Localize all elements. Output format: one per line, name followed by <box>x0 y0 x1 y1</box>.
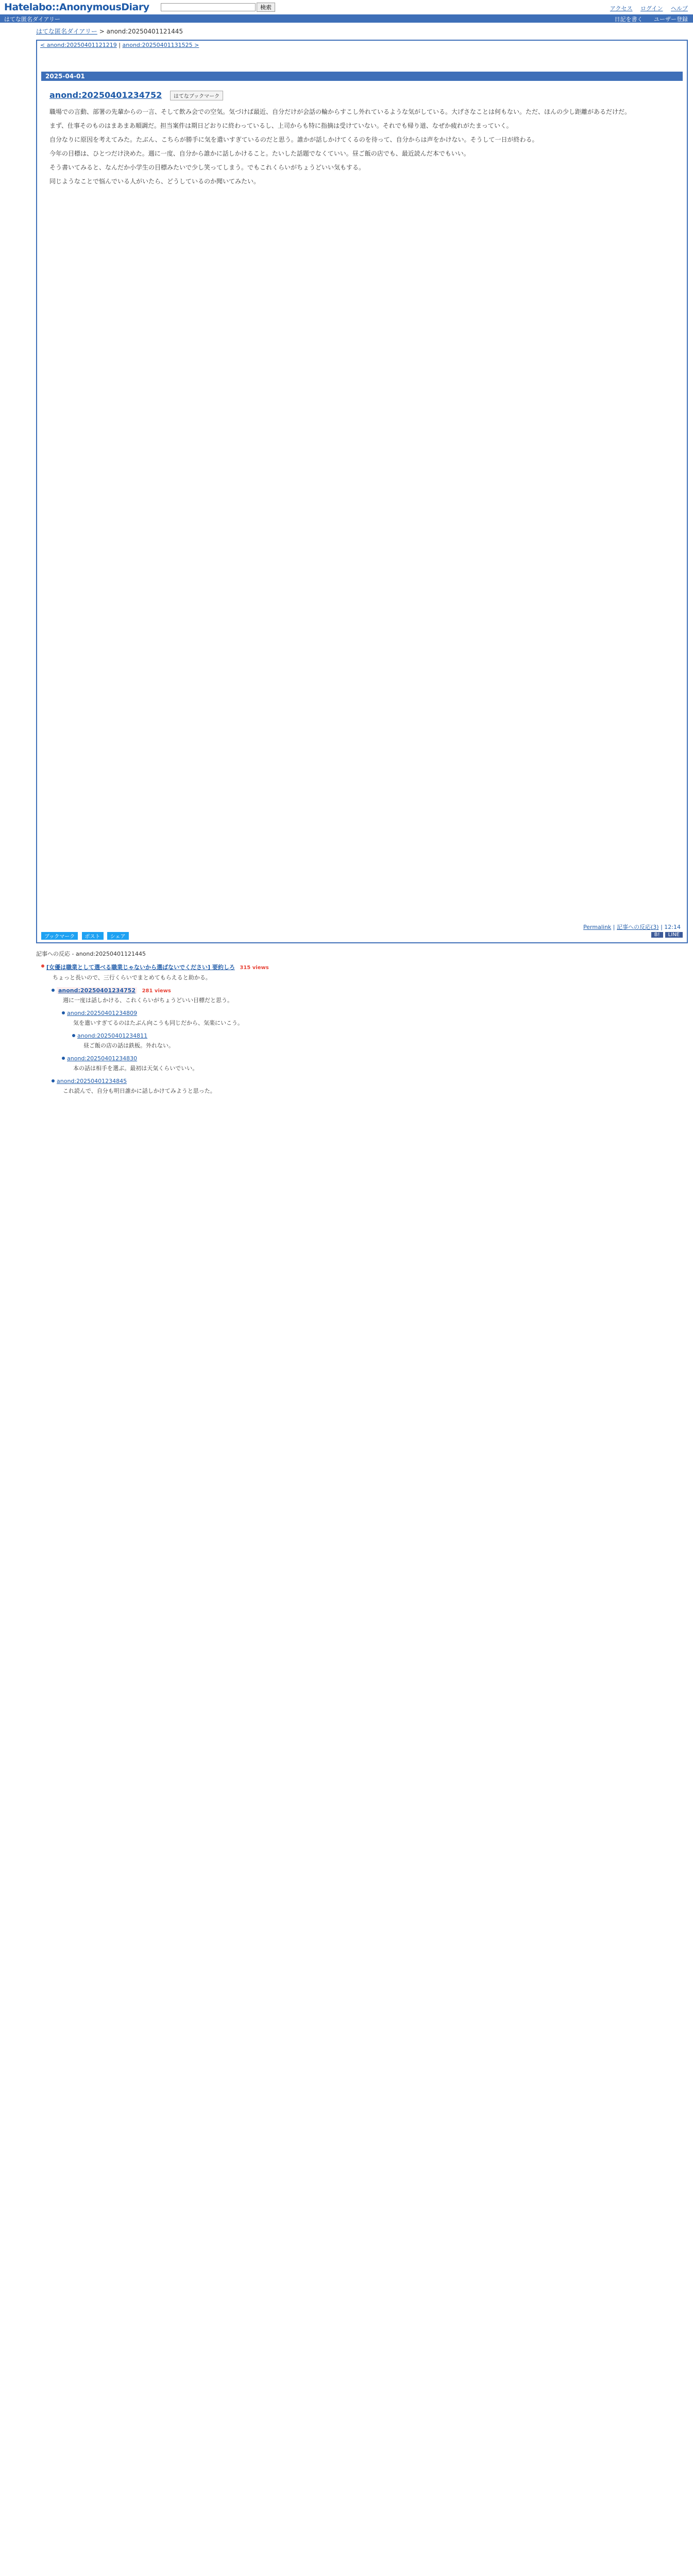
breadcrumb <box>36 27 693 36</box>
node-bullet-icon <box>62 1011 65 1014</box>
footer-separator: | <box>661 924 665 930</box>
bookmark-button[interactable]: はてなブックマーク <box>170 91 223 100</box>
response-body: ちょっと長いので、三行くらいでまとめてもらえると助かる。 <box>53 974 211 981</box>
entry-paragraph: 職場での言動、部署の先輩からの一言、そして飲み会での空気。気づけば最近、自分だけが会話の輪からすこし外れているような気がしている。大げさなことは何もない。ただ、ほんの少し距離があるだけだ。 <box>49 108 631 115</box>
nav-write-link[interactable]: 日記を書く <box>614 16 643 23</box>
node-bullet-icon <box>72 1034 75 1037</box>
search-input[interactable] <box>161 3 256 11</box>
response-title-link[interactable]: anond:20250401234809 <box>67 1010 138 1016</box>
footer-separator: | <box>613 924 617 930</box>
top-links <box>604 4 688 12</box>
entry-title-link[interactable]: anond:20250401234752 <box>49 90 162 100</box>
entry-paragraph: 同じようなことで悩んでいる人がいたら、どうしているのか聞いてみたい。 <box>49 178 260 185</box>
response-tree-heading: 記事への反応 - anond:20250401121445 <box>36 951 146 957</box>
nav-right-links <box>605 15 688 23</box>
entry-paragraph: まず、仕事そのものはまあまあ順調だ。担当案件は期日どおりに終わっているし、上司からも特に指摘は受けていない。それでも帰り道、なぜか疲れがたまっていく。 <box>49 122 513 129</box>
entry-container <box>36 40 688 943</box>
share-hatena-button[interactable]: B! <box>651 932 663 938</box>
permalink-link[interactable]: Permalink <box>583 924 612 930</box>
entry-footer <box>583 923 681 931</box>
entry-paragraph: そう書いてみると、なんだか小学生の目標みたいで少し笑ってしまう。でもこれくらいがちょうどいい気もする。 <box>49 164 365 171</box>
share-share-button[interactable]: シェア <box>107 932 129 940</box>
response-body: 本の話は相手を選ぶ。最初は天気くらいでいい。 <box>73 1065 198 1072</box>
response-body: 気を遣いすぎてるのはたぶん向こうも同じだから、気楽にいこう。 <box>73 1020 243 1026</box>
breadcrumb-separator: > <box>99 28 107 35</box>
view-count-badge: 315 views <box>240 965 269 971</box>
entry-nav <box>36 40 688 55</box>
response-node <box>57 987 675 1005</box>
view-count-badge: 281 views <box>142 988 171 994</box>
response-node <box>46 963 675 982</box>
share-line-button[interactable]: LINE <box>665 932 683 938</box>
response-node <box>67 1055 675 1073</box>
response-title-link[interactable]: [女優は職業として選べる職業じゃないから選ばないでください] 要約しろ <box>46 964 235 971</box>
response-node <box>67 1010 675 1027</box>
response-title-link[interactable]: anond:20250401234845 <box>57 1078 127 1084</box>
entry-paragraph: 自分なりに原因を考えてみた。たぶん、こちらが勝手に気を遣いすぎているのだと思う。誰かが話しかけてくるのを待って、自分からは声をかけない。そうして一日が終わる。 <box>49 136 538 143</box>
search-button[interactable]: 検索 <box>257 3 275 12</box>
prev-entry-link[interactable]: < anond:20250401121219 <box>40 42 117 48</box>
response-title-link[interactable]: anond:20250401234811 <box>77 1032 148 1039</box>
response-body: これ読んで、自分も明日誰かに話しかけてみようと思った。 <box>63 1088 216 1094</box>
breadcrumb-root[interactable]: はてな匿名ダイアリー <box>36 28 97 35</box>
response-body: 週に一度は話しかける、これくらいがちょうどいい目標だと思う。 <box>63 997 233 1004</box>
entry-title-row <box>49 90 223 100</box>
next-entry-link[interactable]: anond:20250401131525 > <box>122 42 199 48</box>
node-bullet-icon <box>52 989 55 992</box>
top-link-access[interactable]: アクセス <box>610 5 633 12</box>
response-node <box>57 1078 675 1095</box>
response-title-link[interactable]: anond:20250401234752 <box>57 987 137 994</box>
response-node <box>77 1032 675 1050</box>
entry-nav-separator: | <box>119 42 123 48</box>
entry-body <box>49 107 674 190</box>
share-post-button[interactable]: ポスト <box>82 932 104 940</box>
entry-date: 2025-04-01 <box>41 72 683 81</box>
nav-register-link[interactable]: ユーザー登録 <box>654 16 688 23</box>
entry-time: 12:14 <box>664 924 681 930</box>
top-link-login[interactable]: ログイン <box>640 5 663 12</box>
nav-bar <box>0 14 693 23</box>
entry-paragraph: 今年の目標は、ひとつだけ決めた。週に一度、自分から誰かに話しかけること。たいした話題でなくていい。昼ご飯の店でも、最近読んだ本でもいい。 <box>49 150 470 157</box>
node-bullet-icon <box>52 1079 55 1082</box>
response-title-link[interactable]: anond:20250401234830 <box>67 1055 138 1062</box>
share-bookmark-button[interactable]: ブックマーク <box>41 932 78 940</box>
response-body: 昼ご飯の店の話は鉄板。外れない。 <box>83 1042 174 1049</box>
site-logo[interactable]: Hatelabo::AnonymousDiary <box>4 2 149 13</box>
response-tree <box>36 950 675 1095</box>
node-bullet-icon <box>41 964 44 968</box>
node-bullet-icon <box>62 1057 65 1060</box>
site-header <box>0 0 693 14</box>
responses-link[interactable]: 記事への反応(3) <box>617 924 659 930</box>
nav-site-name[interactable]: はてな匿名ダイアリー <box>4 16 61 23</box>
share-row <box>41 932 683 939</box>
top-link-help[interactable]: ヘルプ <box>671 5 688 12</box>
breadcrumb-current: anond:20250401121445 <box>106 28 183 35</box>
